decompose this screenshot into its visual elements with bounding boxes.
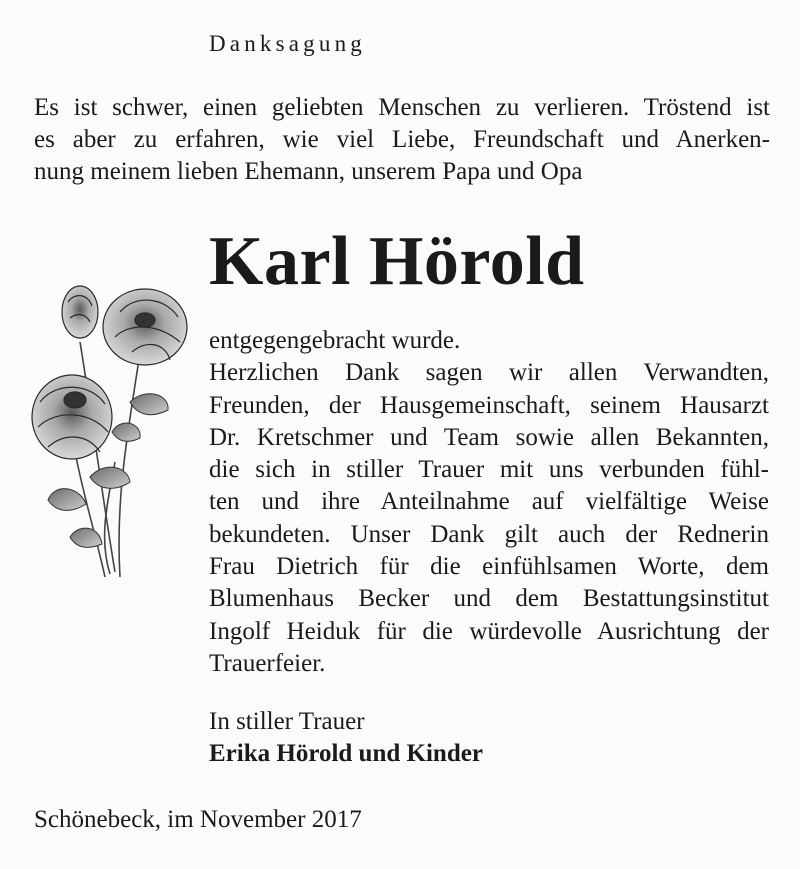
- deceased-name: Karl Hörold: [209, 223, 585, 300]
- heading: Danksagung: [209, 31, 366, 56]
- place-date: Schönebeck, im November 2017: [34, 806, 362, 833]
- intro-line: Es ist schwer, einen geliebten Menschen zu verlieren. Tröstend ist: [34, 94, 770, 121]
- closing-block: [209, 706, 769, 770]
- intro-line: es aber zu erfahren, wie viel Liebe, Freundschaft und Anerken-: [34, 126, 770, 153]
- roses-illustration: [20, 282, 200, 582]
- body-paragraph: [209, 325, 769, 680]
- body-line: Dr. Kretschmer und Team sowie allen Bekannten,: [209, 423, 769, 451]
- body-line: entgegengebracht wurde.: [209, 327, 461, 354]
- body-line: Ingolf Heiduk für die würdevolle Ausrichtung der: [209, 617, 769, 645]
- intro-paragraph: [34, 92, 770, 188]
- body-line: ten und ihre Anteilnahme auf vielfältige Weise: [209, 488, 769, 516]
- body-line: die sich in stiller Trauer mit uns verbunden fühl-: [209, 456, 769, 484]
- body-line: Herzlichen Dank sagen wir allen Verwandten,: [209, 359, 769, 387]
- intro-line: nung meinem lieben Ehemann, unserem Papa und Opa: [34, 158, 583, 185]
- body-line: Freunden, der Hausgemeinschaft, seinem Hausarzt: [209, 391, 769, 419]
- body-line: Trauerfeier.: [209, 649, 326, 677]
- body-line: Blumenhaus Becker und dem Bestattungsinstitut: [209, 585, 769, 613]
- body-line: bekundeten. Unser Dank gilt auch der Rednerin: [209, 520, 769, 548]
- signers: Erika Hörold und Kinder: [209, 740, 483, 767]
- body-line: Frau Dietrich für die einfühlsamen Worte, dem: [209, 553, 769, 581]
- closing-text: In stiller Trauer: [209, 708, 365, 735]
